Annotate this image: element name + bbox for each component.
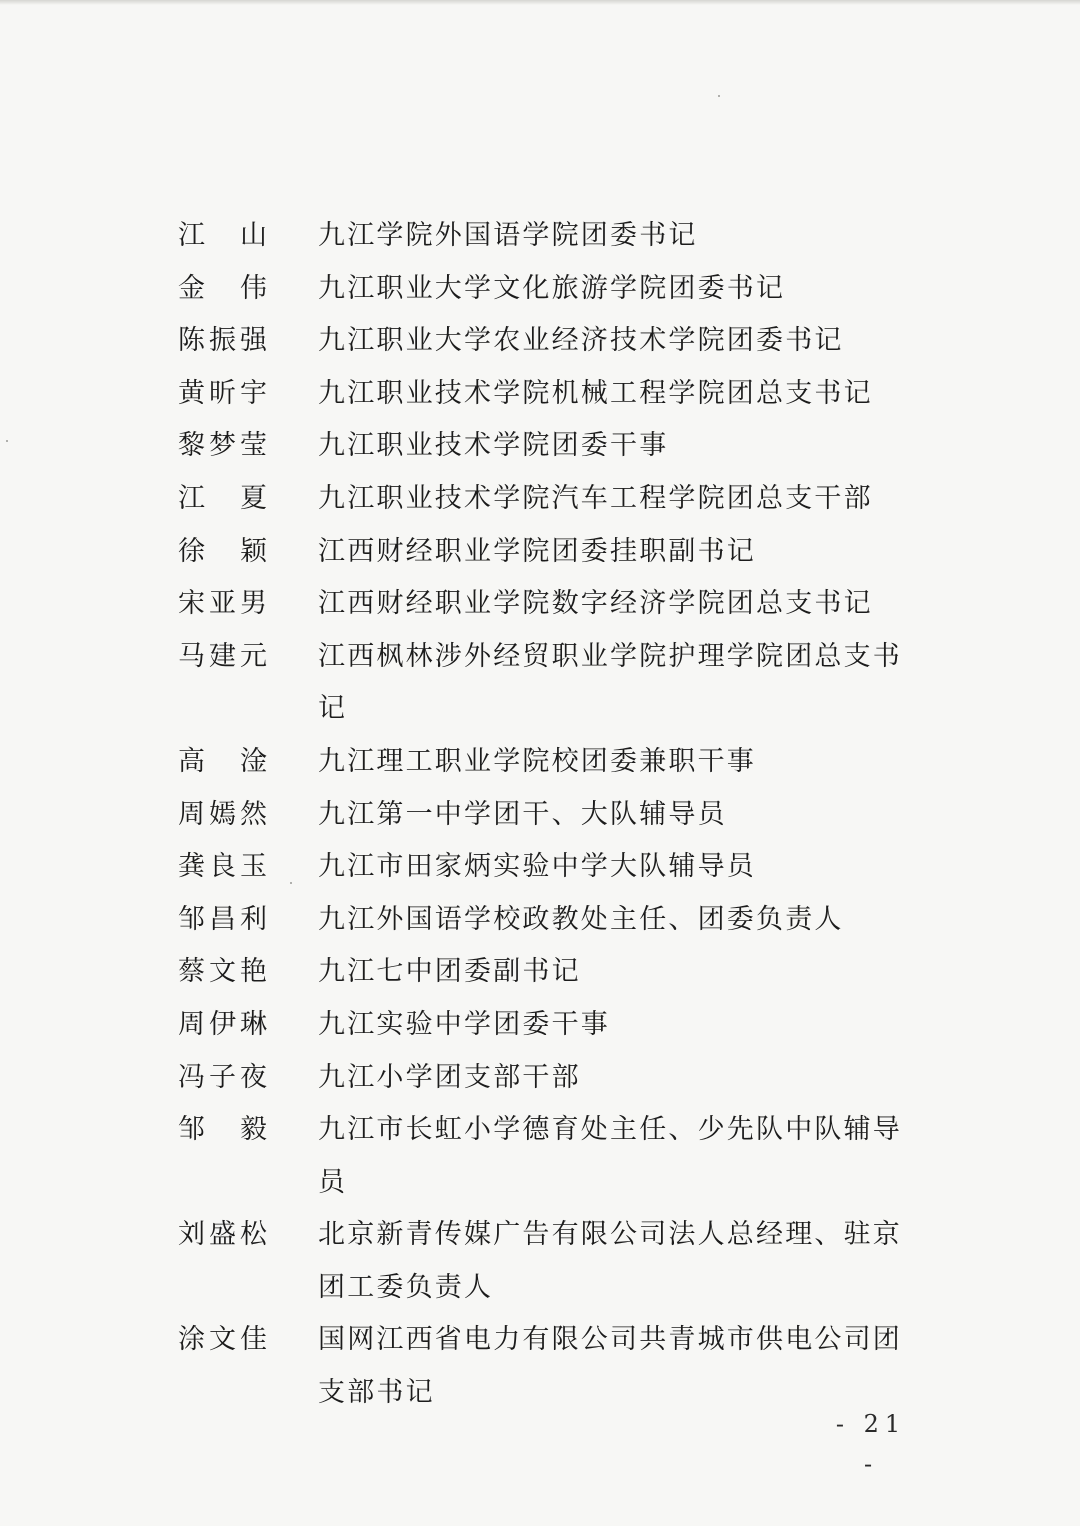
person-name: 宋亚男 [178,588,268,620]
person-name: 江山 [178,220,268,251]
list-item [0,420,1080,473]
list-item [0,1104,1080,1209]
person-role: 国网江西省电力有限公司共青城市供电公司团 支部书记 [318,1324,902,1409]
person-name: 刘盛松 [178,1219,268,1251]
list-item [0,999,1080,1052]
list-item [0,1314,1080,1419]
list-item [0,578,1080,631]
person-name: 陈振强 [178,325,268,357]
person-name: 冯子夜 [178,1061,268,1093]
page-number: - 21 - [835,1410,907,1478]
person-role: 九江外国语学校政教处主任、团委负责人 [318,903,844,935]
person-role: 九江理工职业学院校团委兼职干事 [318,745,756,777]
person-role: 北京新青传媒广告有限公司法人总经理、驻京 团工委负责人 [318,1219,902,1303]
person-role: 九江学院外国语学院团委书记 [318,220,698,251]
list-item [0,210,1080,263]
person-name: 龚良玉 [178,851,268,883]
person-role: 九江七中团委副书记 [318,956,581,988]
list-item [0,894,1080,947]
person-role: 九江实验中学团委干事 [318,1008,610,1040]
person-name: 周嫣然 [178,798,268,830]
person-role: 九江职业技术学院汽车工程学院团总支干部 [318,482,873,514]
person-name: 马建元 [178,640,268,672]
person-role: 九江职业技术学院机械工程学院团总支书记 [318,377,873,409]
list-item [0,631,1080,736]
list-item [0,263,1080,316]
person-role: 九江职业技术学院团委干事 [318,430,669,462]
scan-top-edge [0,0,1080,5]
list-item [0,789,1080,842]
list-item [0,1209,1080,1314]
person-name: 蔡文艳 [178,956,268,988]
person-role: 江西枫林涉外经贸职业学院护理学院团总支书记 [318,640,902,725]
personnel-list [0,210,1080,1420]
scan-speck [718,95,720,97]
list-item [0,473,1080,526]
list-item [0,841,1080,894]
person-role: 九江第一中学团干、大队辅导员 [318,798,727,830]
list-item [0,368,1080,421]
list-item [0,1052,1080,1105]
person-role: 九江市长虹小学德育处主任、少先队中队辅导员 [318,1114,902,1198]
person-name: 邹昌利 [178,903,268,935]
person-role: 九江市田家炳实验中学大队辅导员 [318,851,756,883]
person-name: 江夏 [178,482,268,514]
person-role: 江西财经职业学院数字经济学院团总支书记 [318,588,873,620]
person-name: 黄昕宇 [178,377,268,409]
person-role: 九江职业大学农业经济技术学院团委书记 [318,325,844,357]
person-name: 徐颖 [178,535,268,567]
person-name: 涂文佳 [178,1324,268,1356]
list-item [0,946,1080,999]
list-item [0,526,1080,579]
list-item [0,736,1080,789]
person-name: 高淦 [178,745,268,777]
person-name: 周伊琳 [178,1008,268,1040]
person-name: 黎梦莹 [178,430,268,462]
person-name: 邹毅 [178,1114,268,1146]
person-role: 九江职业大学文化旅游学院团委书记 [318,272,786,304]
person-role: 江西财经职业学院团委挂职副书记 [318,535,756,567]
person-role: 九江小学团支部干部 [318,1061,581,1093]
list-item [0,315,1080,368]
person-name: 金伟 [178,272,268,304]
